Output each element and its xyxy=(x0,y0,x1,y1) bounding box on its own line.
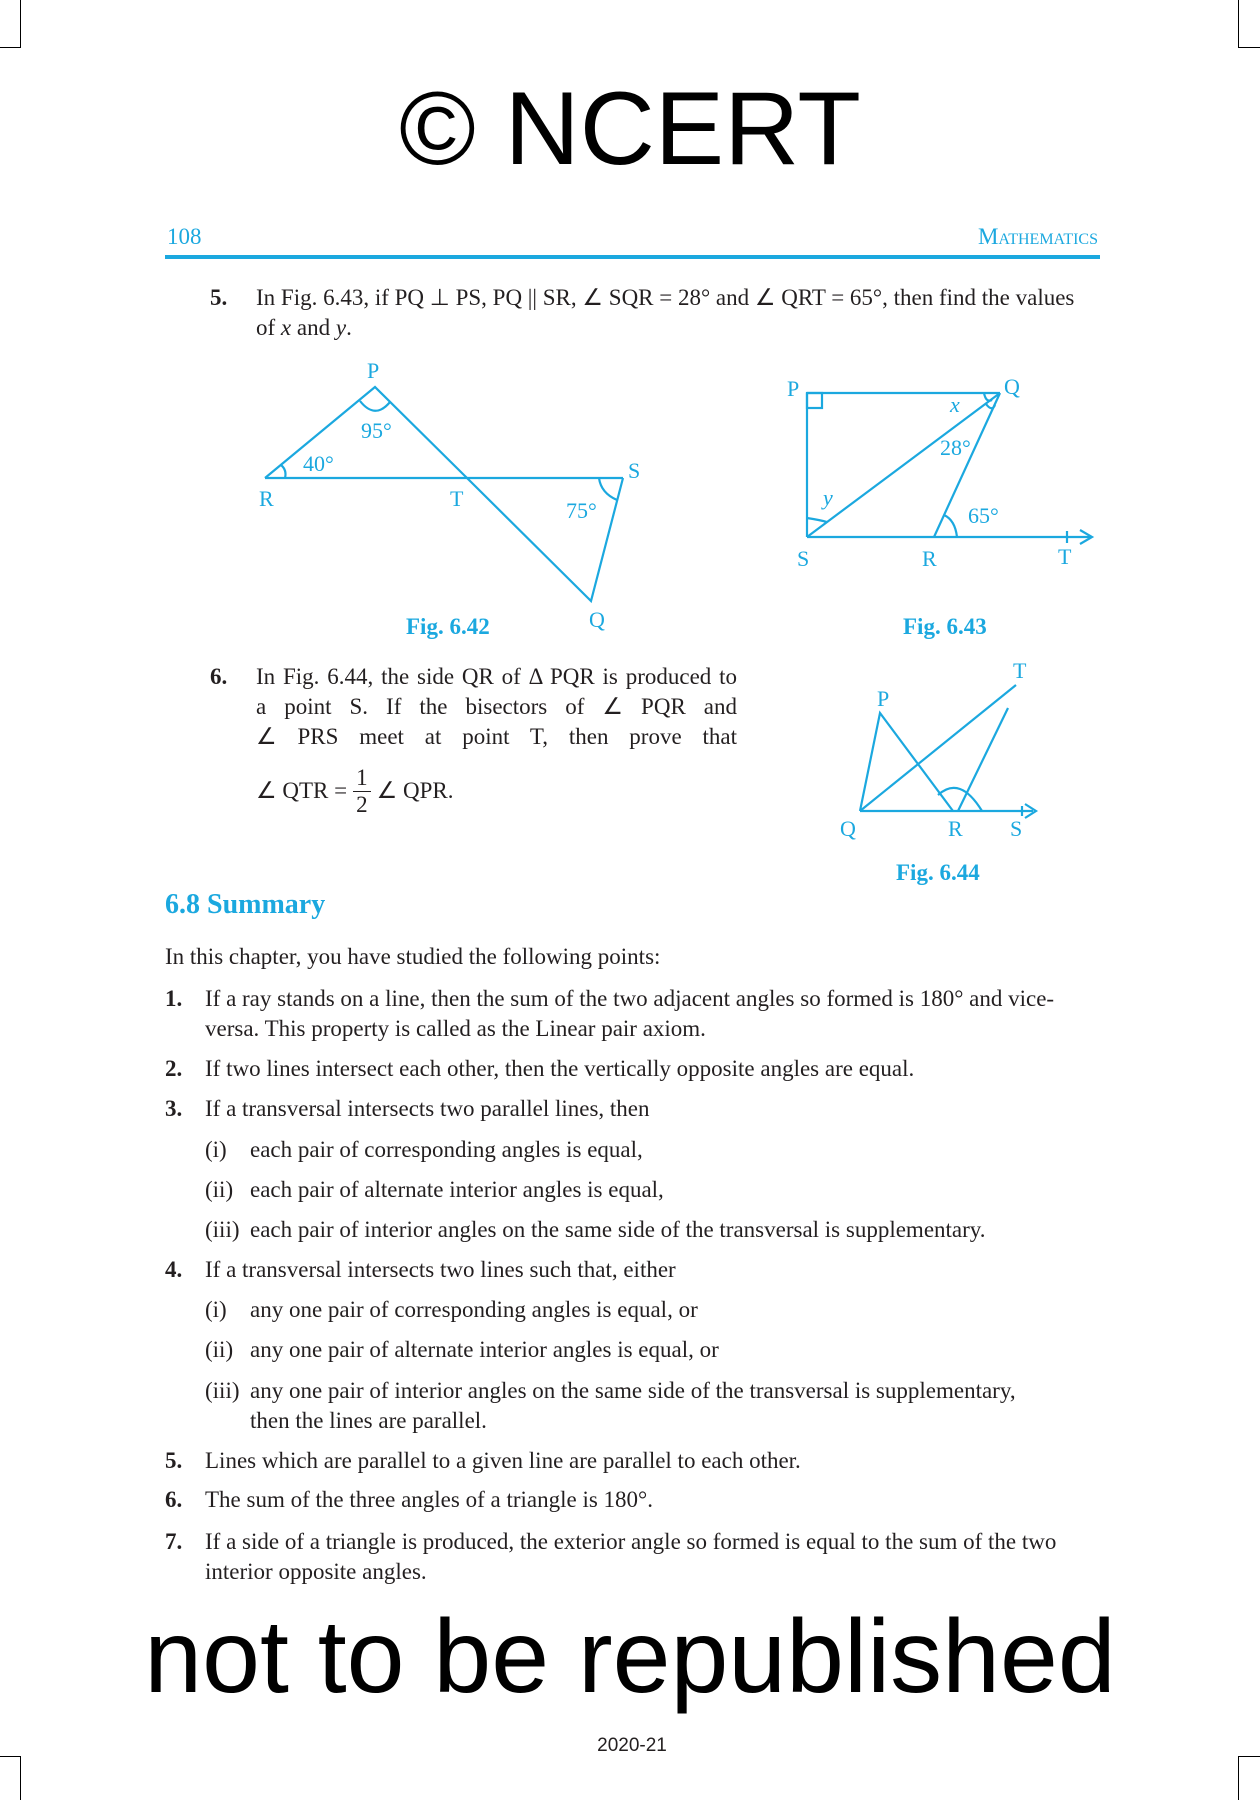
bisector-rt xyxy=(958,708,1008,811)
figure-caption: Fig. 6.42 xyxy=(406,614,490,639)
angle-arc xyxy=(807,518,827,522)
label-s: S xyxy=(797,546,810,571)
summary-item-text: If two lines intersect each other, then the vertically opposite angles are equal. xyxy=(205,1056,915,1081)
page-number: 108 xyxy=(167,224,202,249)
sub-item-text: any one pair of interior angles on the same side of the transversal is supplementary, xyxy=(250,1378,1016,1403)
label-p: P xyxy=(367,358,380,383)
question-number: 6. xyxy=(210,664,228,689)
summary-item-text: Lines which are parallel to a given line are parallel to each other. xyxy=(205,1448,801,1473)
figure-caption: Fig. 6.43 xyxy=(903,614,987,639)
summary-item-number: 6. xyxy=(165,1487,183,1512)
question-text xyxy=(256,662,737,752)
summary-item-text: The sum of the three angles of a triangle is 180°. xyxy=(205,1487,653,1512)
fraction: $\frac{1}{2}$ xyxy=(353,765,371,818)
summary-intro: In this chapter, you have studied the following points: xyxy=(165,944,661,969)
summary-item-text: If a transversal intersects two lines such that, either xyxy=(205,1257,676,1282)
summary-item-number: 7. xyxy=(165,1529,183,1554)
running-title: Mathematics xyxy=(977,224,1098,249)
angle-label: 95° xyxy=(361,418,392,443)
sub-item-text: any one pair of corresponding angles is equal, or xyxy=(250,1297,698,1322)
angle-label: 40° xyxy=(303,451,334,476)
sub-item-number: (i) xyxy=(205,1297,227,1322)
summary-item-number: 5. xyxy=(165,1448,183,1473)
question-line: In Fig. 6.44, the side QR of Δ PQR is produced to xyxy=(256,664,737,689)
angle-arc xyxy=(944,515,957,537)
question-line: a point S. If the bisectors of ∠ PQR and xyxy=(256,694,737,719)
sub-item-number: (ii) xyxy=(205,1177,234,1202)
question-line: ∠ PRS meet at point T, then prove that xyxy=(256,724,737,749)
sub-item-text: any one pair of alternate interior angles is equal, or xyxy=(250,1337,719,1362)
summary-item-text: versa. This property is called as the Linear pair axiom. xyxy=(205,1016,706,1041)
sub-item-number: (ii) xyxy=(205,1337,234,1362)
label-r: R xyxy=(259,486,274,511)
line-tq-qs xyxy=(467,478,623,601)
summary-item-text: If a transversal intersects two parallel lines, then xyxy=(205,1096,650,1121)
question-number: 5. xyxy=(210,285,228,310)
watermark-not-republished: not to be republished xyxy=(144,1599,1116,1715)
section-heading: 6.8 Summary xyxy=(165,889,326,920)
label-t: T xyxy=(1058,544,1072,569)
label-s: S xyxy=(628,458,641,483)
summary-item-text: If a ray stands on a line, then the sum of the two adjacent angles so formed is 180° and vice- xyxy=(205,986,1055,1011)
triangle-pqr xyxy=(860,713,953,811)
summary-item-number: 2. xyxy=(165,1056,183,1081)
angle-arc xyxy=(599,478,617,500)
footer-year: 2020-21 xyxy=(597,1735,667,1756)
label-q: Q xyxy=(589,607,605,632)
figure-caption: Fig. 6.44 xyxy=(896,860,980,885)
summary-item-number: 1. xyxy=(165,986,183,1011)
sub-item-text: each pair of alternate interior angles is equal, xyxy=(250,1177,664,1202)
angle-label: y xyxy=(823,485,833,510)
angle-arc xyxy=(984,393,992,401)
label-p: P xyxy=(877,686,890,711)
figure-6-42 xyxy=(265,387,623,601)
label-r: R xyxy=(922,546,937,571)
right-angle-mark xyxy=(807,393,822,408)
question-line: In Fig. 6.43, if PQ ⊥ PS, PQ || SR, ∠ SQR = 28° and ∠ QRT = 65°, then find the values xyxy=(256,285,1075,310)
angle-label: 28° xyxy=(940,435,971,460)
sub-item-text: then the lines are parallel. xyxy=(250,1408,487,1433)
angle-label: 75° xyxy=(566,498,597,523)
watermark-ncert: © NCERT xyxy=(399,71,861,187)
label-r: R xyxy=(948,816,963,841)
angle-arc xyxy=(360,401,390,411)
sub-item-number: (iii) xyxy=(205,1378,240,1403)
label-s: S xyxy=(1010,816,1023,841)
label-q: Q xyxy=(1004,374,1020,399)
summary-item-number: 4. xyxy=(165,1257,183,1282)
summary-item-number: 3. xyxy=(165,1096,183,1121)
label-t: T xyxy=(1013,658,1027,683)
summary-item-text: If a side of a triangle is produced, the exterior angle so formed is equal to the sum of the two xyxy=(205,1529,1057,1554)
angle-label: 65° xyxy=(968,503,999,528)
angle-arc xyxy=(281,465,286,478)
label-q: Q xyxy=(840,816,856,841)
crop-mark xyxy=(20,1756,21,1800)
sub-item-text: each pair of interior angles on the same side of the transversal is supplementary. xyxy=(250,1217,986,1242)
label-p: P xyxy=(787,376,800,401)
angle-label: x xyxy=(950,392,960,417)
sub-item-number: (iii) xyxy=(205,1217,240,1242)
crop-mark xyxy=(1238,1756,1239,1800)
sub-item-text: each pair of corresponding angles is equal, xyxy=(250,1137,643,1162)
formula: ∠ QTR = $\frac{1}{2}$ ∠ QPR. xyxy=(256,764,454,817)
sub-item-number: (i) xyxy=(205,1137,227,1162)
label-t: T xyxy=(450,486,464,511)
summary-item-text: interior opposite angles. xyxy=(205,1559,427,1584)
question-line: of x and y. xyxy=(256,315,352,340)
